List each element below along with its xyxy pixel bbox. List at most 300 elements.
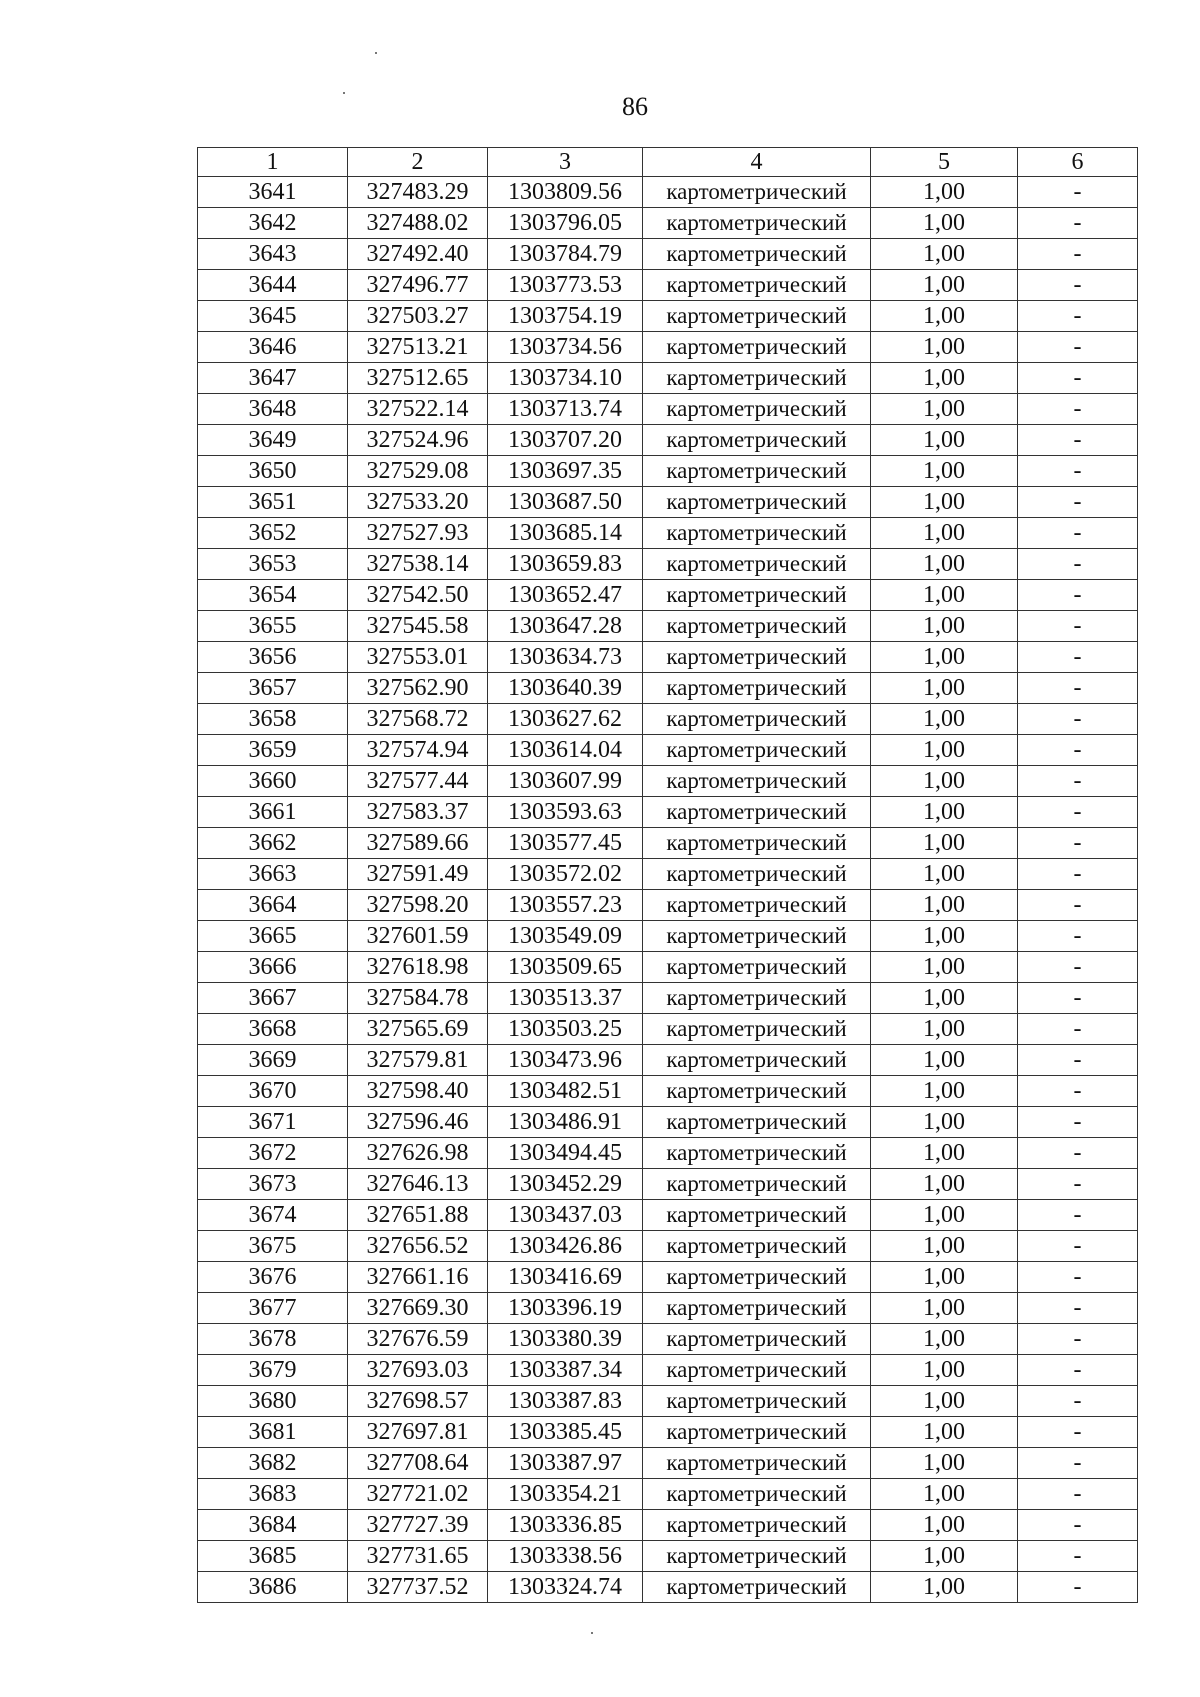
table-row [198, 611, 1138, 642]
point-number-cell: 3677 [198, 1293, 348, 1324]
y-coordinate-cell: 1303396.19 [488, 1293, 643, 1324]
note-cell: - [1018, 704, 1138, 735]
y-coordinate-cell: 1303687.50 [488, 487, 643, 518]
note-cell: - [1018, 456, 1138, 487]
accuracy-cell: 1,00 [871, 859, 1018, 890]
x-coordinate-cell: 327562.90 [348, 673, 488, 704]
method-cell: картометрический [643, 549, 871, 580]
method-cell: картометрический [643, 239, 871, 270]
table-row [198, 704, 1138, 735]
x-coordinate-cell: 327589.66 [348, 828, 488, 859]
table-row [198, 1541, 1138, 1572]
method-cell: картометрический [643, 828, 871, 859]
accuracy-cell: 1,00 [871, 1200, 1018, 1231]
accuracy-cell: 1,00 [871, 518, 1018, 549]
x-coordinate-cell: 327661.16 [348, 1262, 488, 1293]
table-row [198, 1355, 1138, 1386]
note-cell: - [1018, 1138, 1138, 1169]
note-cell: - [1018, 611, 1138, 642]
point-number-cell: 3681 [198, 1417, 348, 1448]
note-cell: - [1018, 673, 1138, 704]
y-coordinate-cell: 1303659.83 [488, 549, 643, 580]
accuracy-cell: 1,00 [871, 890, 1018, 921]
x-coordinate-cell: 327512.65 [348, 363, 488, 394]
point-number-cell: 3669 [198, 1045, 348, 1076]
method-cell: картометрический [643, 301, 871, 332]
method-cell: картометрический [643, 611, 871, 642]
note-cell: - [1018, 952, 1138, 983]
y-coordinate-cell: 1303513.37 [488, 983, 643, 1014]
accuracy-cell: 1,00 [871, 487, 1018, 518]
point-number-cell: 3652 [198, 518, 348, 549]
table-row [198, 1510, 1138, 1541]
note-cell: - [1018, 208, 1138, 239]
point-number-cell: 3686 [198, 1572, 348, 1603]
method-cell: картометрический [643, 1355, 871, 1386]
method-cell: картометрический [643, 1014, 871, 1045]
x-coordinate-cell: 327542.50 [348, 580, 488, 611]
method-cell: картометрический [643, 332, 871, 363]
y-coordinate-cell: 1303754.19 [488, 301, 643, 332]
point-number-cell: 3659 [198, 735, 348, 766]
table-row [198, 1417, 1138, 1448]
method-cell: картометрический [643, 766, 871, 797]
y-coordinate-cell: 1303473.96 [488, 1045, 643, 1076]
y-coordinate-cell: 1303734.56 [488, 332, 643, 363]
y-coordinate-cell: 1303652.47 [488, 580, 643, 611]
y-coordinate-cell: 1303796.05 [488, 208, 643, 239]
point-number-cell: 3684 [198, 1510, 348, 1541]
method-cell: картометрический [643, 921, 871, 952]
point-number-cell: 3662 [198, 828, 348, 859]
accuracy-cell: 1,00 [871, 1262, 1018, 1293]
table-row [198, 363, 1138, 394]
point-number-cell: 3678 [198, 1324, 348, 1355]
point-number-cell: 3658 [198, 704, 348, 735]
method-cell: картометрический [643, 642, 871, 673]
method-cell: картометрический [643, 208, 871, 239]
table-row [198, 208, 1138, 239]
note-cell: - [1018, 549, 1138, 580]
method-cell: картометрический [643, 425, 871, 456]
accuracy-cell: 1,00 [871, 921, 1018, 952]
coordinates-table [197, 147, 1138, 1603]
x-coordinate-cell: 327591.49 [348, 859, 488, 890]
note-cell: - [1018, 1169, 1138, 1200]
x-coordinate-cell: 327583.37 [348, 797, 488, 828]
accuracy-cell: 1,00 [871, 1572, 1018, 1603]
y-coordinate-cell: 1303509.65 [488, 952, 643, 983]
note-cell: - [1018, 1293, 1138, 1324]
table-row [198, 828, 1138, 859]
scan-speck [591, 1632, 593, 1634]
accuracy-cell: 1,00 [871, 1014, 1018, 1045]
method-cell: картометрический [643, 1417, 871, 1448]
y-coordinate-cell: 1303773.53 [488, 270, 643, 301]
y-coordinate-cell: 1303385.45 [488, 1417, 643, 1448]
table-body [198, 177, 1138, 1603]
y-coordinate-cell: 1303607.99 [488, 766, 643, 797]
table-row [198, 487, 1138, 518]
point-number-cell: 3651 [198, 487, 348, 518]
table-row [198, 952, 1138, 983]
accuracy-cell: 1,00 [871, 673, 1018, 704]
y-coordinate-cell: 1303784.79 [488, 239, 643, 270]
accuracy-cell: 1,00 [871, 642, 1018, 673]
accuracy-cell: 1,00 [871, 797, 1018, 828]
table-row [198, 1572, 1138, 1603]
note-cell: - [1018, 1541, 1138, 1572]
accuracy-cell: 1,00 [871, 766, 1018, 797]
table-row [198, 177, 1138, 208]
accuracy-cell: 1,00 [871, 363, 1018, 394]
method-cell: картометрический [643, 1448, 871, 1479]
accuracy-cell: 1,00 [871, 456, 1018, 487]
table-row [198, 270, 1138, 301]
table-row [198, 642, 1138, 673]
method-cell: картометрический [643, 1262, 871, 1293]
accuracy-cell: 1,00 [871, 1138, 1018, 1169]
note-cell: - [1018, 363, 1138, 394]
note-cell: - [1018, 1200, 1138, 1231]
note-cell: - [1018, 1510, 1138, 1541]
x-coordinate-cell: 327568.72 [348, 704, 488, 735]
note-cell: - [1018, 1355, 1138, 1386]
x-coordinate-cell: 327669.30 [348, 1293, 488, 1324]
accuracy-cell: 1,00 [871, 1076, 1018, 1107]
method-cell: картометрический [643, 1510, 871, 1541]
point-number-cell: 3665 [198, 921, 348, 952]
point-number-cell: 3673 [198, 1169, 348, 1200]
accuracy-cell: 1,00 [871, 983, 1018, 1014]
point-number-cell: 3657 [198, 673, 348, 704]
x-coordinate-cell: 327533.20 [348, 487, 488, 518]
point-number-cell: 3671 [198, 1107, 348, 1138]
table-row [198, 673, 1138, 704]
y-coordinate-cell: 1303416.69 [488, 1262, 643, 1293]
x-coordinate-cell: 327596.46 [348, 1107, 488, 1138]
method-cell: картометрический [643, 456, 871, 487]
table-row [198, 1045, 1138, 1076]
table-row [198, 549, 1138, 580]
point-number-cell: 3667 [198, 983, 348, 1014]
method-cell: картометрический [643, 1479, 871, 1510]
accuracy-cell: 1,00 [871, 1293, 1018, 1324]
table-row [198, 890, 1138, 921]
note-cell: - [1018, 921, 1138, 952]
point-number-cell: 3660 [198, 766, 348, 797]
x-coordinate-cell: 327731.65 [348, 1541, 488, 1572]
accuracy-cell: 1,00 [871, 1386, 1018, 1417]
point-number-cell: 3650 [198, 456, 348, 487]
point-number-cell: 3672 [198, 1138, 348, 1169]
column-header: 2 [348, 148, 488, 177]
method-cell: картометрический [643, 1200, 871, 1231]
note-cell: - [1018, 1386, 1138, 1417]
table-row [198, 301, 1138, 332]
note-cell: - [1018, 1045, 1138, 1076]
method-cell: картометрический [643, 518, 871, 549]
method-cell: картометрический [643, 1386, 871, 1417]
method-cell: картометрический [643, 952, 871, 983]
note-cell: - [1018, 1448, 1138, 1479]
point-number-cell: 3670 [198, 1076, 348, 1107]
y-coordinate-cell: 1303707.20 [488, 425, 643, 456]
y-coordinate-cell: 1303734.10 [488, 363, 643, 394]
y-coordinate-cell: 1303387.97 [488, 1448, 643, 1479]
note-cell: - [1018, 766, 1138, 797]
y-coordinate-cell: 1303486.91 [488, 1107, 643, 1138]
method-cell: картометрический [643, 177, 871, 208]
point-number-cell: 3654 [198, 580, 348, 611]
x-coordinate-cell: 327527.93 [348, 518, 488, 549]
method-cell: картометрический [643, 1076, 871, 1107]
y-coordinate-cell: 1303685.14 [488, 518, 643, 549]
table-row [198, 518, 1138, 549]
method-cell: картометрический [643, 735, 871, 766]
table-row [198, 239, 1138, 270]
x-coordinate-cell: 327584.78 [348, 983, 488, 1014]
method-cell: картометрический [643, 797, 871, 828]
method-cell: картометрический [643, 1138, 871, 1169]
point-number-cell: 3647 [198, 363, 348, 394]
method-cell: картометрический [643, 1541, 871, 1572]
point-number-cell: 3668 [198, 1014, 348, 1045]
table-row [198, 983, 1138, 1014]
method-cell: картометрический [643, 1324, 871, 1355]
y-coordinate-cell: 1303557.23 [488, 890, 643, 921]
y-coordinate-cell: 1303503.25 [488, 1014, 643, 1045]
note-cell: - [1018, 1417, 1138, 1448]
note-cell: - [1018, 518, 1138, 549]
method-cell: картометрический [643, 1572, 871, 1603]
x-coordinate-cell: 327737.52 [348, 1572, 488, 1603]
point-number-cell: 3664 [198, 890, 348, 921]
point-number-cell: 3653 [198, 549, 348, 580]
x-coordinate-cell: 327565.69 [348, 1014, 488, 1045]
note-cell: - [1018, 1014, 1138, 1045]
y-coordinate-cell: 1303354.21 [488, 1479, 643, 1510]
x-coordinate-cell: 327503.27 [348, 301, 488, 332]
accuracy-cell: 1,00 [871, 239, 1018, 270]
column-header: 3 [488, 148, 643, 177]
table-row [198, 1231, 1138, 1262]
accuracy-cell: 1,00 [871, 1169, 1018, 1200]
accuracy-cell: 1,00 [871, 177, 1018, 208]
accuracy-cell: 1,00 [871, 208, 1018, 239]
y-coordinate-cell: 1303494.45 [488, 1138, 643, 1169]
point-number-cell: 3648 [198, 394, 348, 425]
x-coordinate-cell: 327598.20 [348, 890, 488, 921]
table-row [198, 1169, 1138, 1200]
accuracy-cell: 1,00 [871, 394, 1018, 425]
point-number-cell: 3649 [198, 425, 348, 456]
note-cell: - [1018, 580, 1138, 611]
accuracy-cell: 1,00 [871, 301, 1018, 332]
accuracy-cell: 1,00 [871, 828, 1018, 859]
point-number-cell: 3645 [198, 301, 348, 332]
x-coordinate-cell: 327708.64 [348, 1448, 488, 1479]
x-coordinate-cell: 327656.52 [348, 1231, 488, 1262]
method-cell: картометрический [643, 1045, 871, 1076]
y-coordinate-cell: 1303482.51 [488, 1076, 643, 1107]
table-row [198, 1262, 1138, 1293]
note-cell: - [1018, 1479, 1138, 1510]
accuracy-cell: 1,00 [871, 425, 1018, 456]
x-coordinate-cell: 327693.03 [348, 1355, 488, 1386]
point-number-cell: 3683 [198, 1479, 348, 1510]
note-cell: - [1018, 797, 1138, 828]
y-coordinate-cell: 1303614.04 [488, 735, 643, 766]
column-header: 1 [198, 148, 348, 177]
table-row [198, 394, 1138, 425]
y-coordinate-cell: 1303640.39 [488, 673, 643, 704]
y-coordinate-cell: 1303437.03 [488, 1200, 643, 1231]
column-header: 6 [1018, 148, 1138, 177]
table-row [198, 1324, 1138, 1355]
point-number-cell: 3685 [198, 1541, 348, 1572]
page-number: 86 [622, 92, 648, 121]
y-coordinate-cell: 1303713.74 [488, 394, 643, 425]
accuracy-cell: 1,00 [871, 1324, 1018, 1355]
column-header: 4 [643, 148, 871, 177]
x-coordinate-cell: 327483.29 [348, 177, 488, 208]
x-coordinate-cell: 327488.02 [348, 208, 488, 239]
x-coordinate-cell: 327598.40 [348, 1076, 488, 1107]
table-row [198, 580, 1138, 611]
accuracy-cell: 1,00 [871, 1479, 1018, 1510]
y-coordinate-cell: 1303387.83 [488, 1386, 643, 1417]
y-coordinate-cell: 1303380.39 [488, 1324, 643, 1355]
y-coordinate-cell: 1303426.86 [488, 1231, 643, 1262]
point-number-cell: 3644 [198, 270, 348, 301]
accuracy-cell: 1,00 [871, 611, 1018, 642]
point-number-cell: 3666 [198, 952, 348, 983]
point-number-cell: 3675 [198, 1231, 348, 1262]
y-coordinate-cell: 1303697.35 [488, 456, 643, 487]
y-coordinate-cell: 1303577.45 [488, 828, 643, 859]
table-row [198, 1014, 1138, 1045]
point-number-cell: 3655 [198, 611, 348, 642]
accuracy-cell: 1,00 [871, 270, 1018, 301]
x-coordinate-cell: 327492.40 [348, 239, 488, 270]
table-row [198, 425, 1138, 456]
accuracy-cell: 1,00 [871, 1417, 1018, 1448]
point-number-cell: 3674 [198, 1200, 348, 1231]
note-cell: - [1018, 1262, 1138, 1293]
table-row [198, 859, 1138, 890]
table-row [198, 332, 1138, 363]
note-cell: - [1018, 642, 1138, 673]
table-row [198, 1386, 1138, 1417]
y-coordinate-cell: 1303338.56 [488, 1541, 643, 1572]
x-coordinate-cell: 327651.88 [348, 1200, 488, 1231]
y-coordinate-cell: 1303336.85 [488, 1510, 643, 1541]
point-number-cell: 3661 [198, 797, 348, 828]
y-coordinate-cell: 1303572.02 [488, 859, 643, 890]
x-coordinate-cell: 327538.14 [348, 549, 488, 580]
method-cell: картометрический [643, 704, 871, 735]
x-coordinate-cell: 327727.39 [348, 1510, 488, 1541]
table-row [198, 1200, 1138, 1231]
x-coordinate-cell: 327601.59 [348, 921, 488, 952]
note-cell: - [1018, 983, 1138, 1014]
y-coordinate-cell: 1303549.09 [488, 921, 643, 952]
x-coordinate-cell: 327676.59 [348, 1324, 488, 1355]
x-coordinate-cell: 327579.81 [348, 1045, 488, 1076]
accuracy-cell: 1,00 [871, 1541, 1018, 1572]
x-coordinate-cell: 327513.21 [348, 332, 488, 363]
y-coordinate-cell: 1303452.29 [488, 1169, 643, 1200]
y-coordinate-cell: 1303647.28 [488, 611, 643, 642]
note-cell: - [1018, 828, 1138, 859]
point-number-cell: 3679 [198, 1355, 348, 1386]
accuracy-cell: 1,00 [871, 1510, 1018, 1541]
y-coordinate-cell: 1303809.56 [488, 177, 643, 208]
x-coordinate-cell: 327524.96 [348, 425, 488, 456]
table-row [198, 735, 1138, 766]
note-cell: - [1018, 859, 1138, 890]
point-number-cell: 3642 [198, 208, 348, 239]
accuracy-cell: 1,00 [871, 549, 1018, 580]
accuracy-cell: 1,00 [871, 735, 1018, 766]
scan-speck [375, 52, 377, 54]
point-number-cell: 3676 [198, 1262, 348, 1293]
accuracy-cell: 1,00 [871, 580, 1018, 611]
x-coordinate-cell: 327698.57 [348, 1386, 488, 1417]
table-row [198, 1293, 1138, 1324]
method-cell: картометрический [643, 1293, 871, 1324]
accuracy-cell: 1,00 [871, 1448, 1018, 1479]
point-number-cell: 3641 [198, 177, 348, 208]
x-coordinate-cell: 327522.14 [348, 394, 488, 425]
x-coordinate-cell: 327618.98 [348, 952, 488, 983]
y-coordinate-cell: 1303324.74 [488, 1572, 643, 1603]
note-cell: - [1018, 1324, 1138, 1355]
note-cell: - [1018, 301, 1138, 332]
accuracy-cell: 1,00 [871, 1355, 1018, 1386]
method-cell: картометрический [643, 983, 871, 1014]
table-row [198, 921, 1138, 952]
x-coordinate-cell: 327553.01 [348, 642, 488, 673]
x-coordinate-cell: 327721.02 [348, 1479, 488, 1510]
method-cell: картометрический [643, 673, 871, 704]
table-header-row [198, 148, 1138, 177]
accuracy-cell: 1,00 [871, 1045, 1018, 1076]
note-cell: - [1018, 332, 1138, 363]
note-cell: - [1018, 177, 1138, 208]
method-cell: картометрический [643, 890, 871, 921]
x-coordinate-cell: 327646.13 [348, 1169, 488, 1200]
method-cell: картометрический [643, 363, 871, 394]
table-row [198, 456, 1138, 487]
x-coordinate-cell: 327626.98 [348, 1138, 488, 1169]
note-cell: - [1018, 1572, 1138, 1603]
note-cell: - [1018, 239, 1138, 270]
table-row [198, 1479, 1138, 1510]
y-coordinate-cell: 1303387.34 [488, 1355, 643, 1386]
accuracy-cell: 1,00 [871, 952, 1018, 983]
table-row [198, 797, 1138, 828]
method-cell: картометрический [643, 394, 871, 425]
table-row [198, 1107, 1138, 1138]
accuracy-cell: 1,00 [871, 332, 1018, 363]
y-coordinate-cell: 1303593.63 [488, 797, 643, 828]
note-cell: - [1018, 425, 1138, 456]
point-number-cell: 3643 [198, 239, 348, 270]
method-cell: картометрический [643, 487, 871, 518]
method-cell: картометрический [643, 1107, 871, 1138]
